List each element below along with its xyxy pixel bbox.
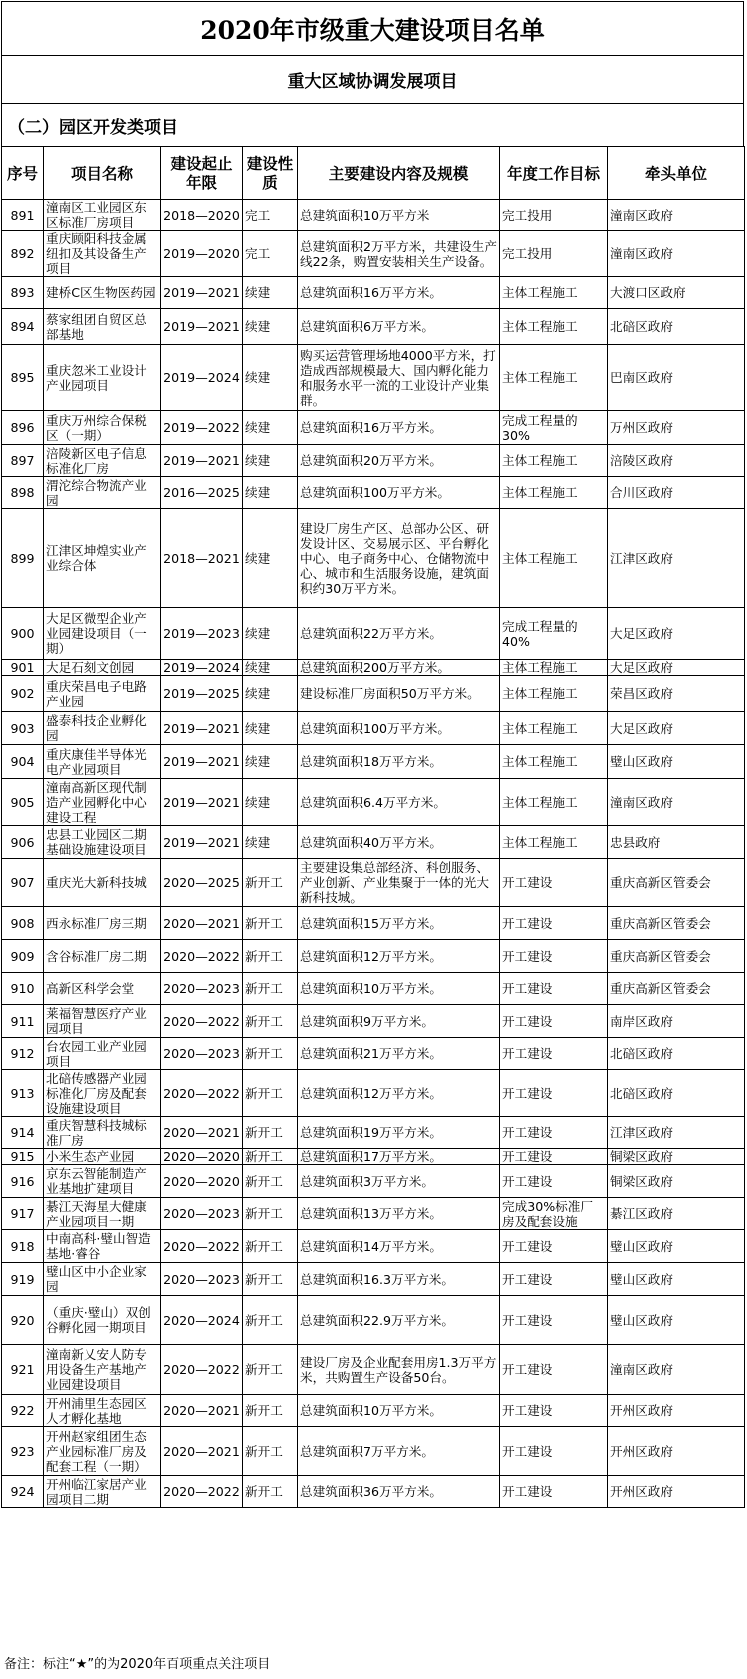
cell-project-name: 开州临江家居产业园项目二期 bbox=[44, 1476, 161, 1508]
cell-project-name: 重庆荣昌电子电路产业园 bbox=[44, 676, 161, 712]
cell-unit: 大足区政府 bbox=[608, 660, 745, 676]
cell-no: 918 bbox=[2, 1230, 44, 1263]
table-row bbox=[2, 1005, 745, 1038]
cell-content: 总建筑面积13万平方米。 bbox=[298, 1198, 500, 1230]
cell-content: 总建筑面积19万平方米。 bbox=[298, 1117, 500, 1149]
cell-type: 续建 bbox=[243, 309, 298, 345]
cell-project-name: 重庆康佳半导体光电产业园项目 bbox=[44, 745, 161, 779]
table-row bbox=[2, 445, 745, 477]
cell-content: 总建筑面积21万平方米。 bbox=[298, 1038, 500, 1070]
cell-goal: 开工建设 bbox=[500, 1230, 608, 1263]
cell-project-name: 台农园工业产业园项目 bbox=[44, 1038, 161, 1070]
table-row bbox=[2, 1117, 745, 1149]
cell-project-name: 建桥C区生物医药园 bbox=[44, 277, 161, 309]
cell-project-name: 中南高科·璧山智造基地·睿谷 bbox=[44, 1230, 161, 1263]
cell-type: 新开工 bbox=[243, 1165, 298, 1198]
cell-goal: 开工建设 bbox=[500, 907, 608, 940]
cell-project-name: 大足石刻文创园 bbox=[44, 660, 161, 676]
cell-no: 911 bbox=[2, 1005, 44, 1038]
cell-content: 总建筑面积36万平方米。 bbox=[298, 1476, 500, 1508]
cell-goal: 主体工程施工 bbox=[500, 676, 608, 712]
cell-unit: 重庆高新区管委会 bbox=[608, 859, 745, 907]
cell-project-name: 忠县工业园区二期基础设施建设项目 bbox=[44, 826, 161, 859]
cell-project-name: 北碚传感器产业园标准化厂房及配套设施建设项目 bbox=[44, 1070, 161, 1117]
table-row bbox=[2, 411, 745, 445]
cell-type: 新开工 bbox=[243, 1038, 298, 1070]
cell-project-name: 盛泰科技企业孵化园 bbox=[44, 712, 161, 745]
cell-goal: 主体工程施工 bbox=[500, 826, 608, 859]
cell-goal: 开工建设 bbox=[500, 859, 608, 907]
cell-goal: 主体工程施工 bbox=[500, 660, 608, 676]
cell-project-name: 蔡家组团自贸区总部基地 bbox=[44, 309, 161, 345]
cell-years: 2016—2025 bbox=[161, 477, 243, 509]
cell-no: 907 bbox=[2, 859, 44, 907]
table-row bbox=[2, 231, 745, 277]
cell-no: 922 bbox=[2, 1395, 44, 1427]
cell-project-name: 江津区坤煌实业产业综合体 bbox=[44, 509, 161, 608]
cell-project-name: 重庆万州综合保税区（一期） bbox=[44, 411, 161, 445]
cell-unit: 潼南区政府 bbox=[608, 779, 745, 826]
cell-type: 续建 bbox=[243, 676, 298, 712]
footnote: 备注：标注“★”的为2020年百项重点关注项目 bbox=[4, 1657, 271, 1672]
table-row bbox=[2, 907, 745, 940]
cell-unit: 北碚区政府 bbox=[608, 1070, 745, 1117]
cell-project-name: 小米生态产业园 bbox=[44, 1149, 161, 1165]
cell-goal: 完成工程量的30% bbox=[500, 411, 608, 445]
cell-no: 910 bbox=[2, 973, 44, 1005]
cell-type: 新开工 bbox=[243, 907, 298, 940]
cell-project-name: 大足区微型企业产业园建设项目（一期） bbox=[44, 608, 161, 660]
cell-content: 主要建设集总部经济、科创服务、产业创新、产业集聚于一体的光大新科技城。 bbox=[298, 859, 500, 907]
cell-no: 916 bbox=[2, 1165, 44, 1198]
cell-content: 建设标准厂房面积50万平方米。 bbox=[298, 676, 500, 712]
cell-no: 924 bbox=[2, 1476, 44, 1508]
cell-years: 2020—2022 bbox=[161, 1070, 243, 1117]
cell-no: 898 bbox=[2, 477, 44, 509]
cell-goal: 开工建设 bbox=[500, 1038, 608, 1070]
cell-years: 2019—2021 bbox=[161, 445, 243, 477]
cell-unit: 綦江区政府 bbox=[608, 1198, 745, 1230]
table-row bbox=[2, 200, 745, 231]
cell-years: 2020—2023 bbox=[161, 1198, 243, 1230]
cell-unit: 潼南区政府 bbox=[608, 1345, 745, 1395]
column-header-no: 序号 bbox=[2, 147, 44, 200]
cell-no: 912 bbox=[2, 1038, 44, 1070]
cell-unit: 开州区政府 bbox=[608, 1427, 745, 1476]
cell-content: 总建筑面积16万平方米。 bbox=[298, 411, 500, 445]
cell-years: 2019—2021 bbox=[161, 745, 243, 779]
cell-unit: 万州区政府 bbox=[608, 411, 745, 445]
table-row bbox=[2, 660, 745, 676]
cell-goal: 开工建设 bbox=[500, 1165, 608, 1198]
cell-goal: 主体工程施工 bbox=[500, 445, 608, 477]
cell-goal: 开工建设 bbox=[500, 1070, 608, 1117]
cell-project-name: 重庆光大新科技城 bbox=[44, 859, 161, 907]
cell-goal: 开工建设 bbox=[500, 940, 608, 973]
column-header-unit: 牵头单位 bbox=[608, 147, 745, 200]
cell-unit: 重庆高新区管委会 bbox=[608, 940, 745, 973]
cell-content: 总建筑面积2万平方米，共建设生产线22条，购置安装相关生产设备。 bbox=[298, 231, 500, 277]
cell-years: 2020—2021 bbox=[161, 1395, 243, 1427]
cell-goal: 完工投用 bbox=[500, 231, 608, 277]
cell-project-name: 高新区科学会堂 bbox=[44, 973, 161, 1005]
cell-unit: 重庆高新区管委会 bbox=[608, 973, 745, 1005]
cell-unit: 铜梁区政府 bbox=[608, 1149, 745, 1165]
cell-goal: 主体工程施工 bbox=[500, 509, 608, 608]
table-header-row bbox=[2, 147, 745, 200]
cell-goal: 开工建设 bbox=[500, 1117, 608, 1149]
column-header-years: 建设起止年限 bbox=[161, 147, 243, 200]
cell-content: 总建筑面积100万平方米。 bbox=[298, 712, 500, 745]
cell-no: 904 bbox=[2, 745, 44, 779]
cell-type: 新开工 bbox=[243, 1070, 298, 1117]
table-row bbox=[2, 1038, 745, 1070]
cell-type: 续建 bbox=[243, 411, 298, 445]
cell-project-name: 重庆智慧科技城标准厂房 bbox=[44, 1117, 161, 1149]
cell-type: 新开工 bbox=[243, 1263, 298, 1296]
cell-project-name: 涪陵新区电子信息标准化厂房 bbox=[44, 445, 161, 477]
cell-years: 2019—2022 bbox=[161, 411, 243, 445]
cell-unit: 北碚区政府 bbox=[608, 309, 745, 345]
cell-years: 2020—2021 bbox=[161, 1117, 243, 1149]
cell-content: 购买运营管理场地4000平方米，打造成西部规模最大、国内孵化能力和服务水平一流的工业设计产业集群。 bbox=[298, 345, 500, 411]
cell-years: 2020—2021 bbox=[161, 907, 243, 940]
cell-no: 920 bbox=[2, 1296, 44, 1345]
cell-years: 2020—2020 bbox=[161, 1149, 243, 1165]
cell-no: 896 bbox=[2, 411, 44, 445]
table-row bbox=[2, 859, 745, 907]
cell-unit: 巴南区政府 bbox=[608, 345, 745, 411]
cell-years: 2019—2023 bbox=[161, 608, 243, 660]
table-row bbox=[2, 940, 745, 973]
cell-content: 总建筑面积14万平方米。 bbox=[298, 1230, 500, 1263]
cell-type: 新开工 bbox=[243, 1395, 298, 1427]
cell-goal: 开工建设 bbox=[500, 973, 608, 1005]
table-row bbox=[2, 1345, 745, 1395]
cell-project-name: 重庆忽米工业设计产业园项目 bbox=[44, 345, 161, 411]
cell-no: 895 bbox=[2, 345, 44, 411]
cell-project-name: 西永标准厂房三期 bbox=[44, 907, 161, 940]
cell-no: 897 bbox=[2, 445, 44, 477]
table-row bbox=[2, 1198, 745, 1230]
table-row bbox=[2, 608, 745, 660]
cell-years: 2020—2025 bbox=[161, 859, 243, 907]
cell-goal: 主体工程施工 bbox=[500, 712, 608, 745]
cell-years: 2020—2022 bbox=[161, 1345, 243, 1395]
column-header-type: 建设性质 bbox=[243, 147, 298, 200]
cell-goal: 主体工程施工 bbox=[500, 309, 608, 345]
cell-years: 2019—2024 bbox=[161, 660, 243, 676]
cell-type: 新开工 bbox=[243, 859, 298, 907]
column-header-goal: 年度工作目标 bbox=[500, 147, 608, 200]
column-header-content: 主要建设内容及规模 bbox=[298, 147, 500, 200]
cell-years: 2020—2022 bbox=[161, 1230, 243, 1263]
cell-type: 续建 bbox=[243, 608, 298, 660]
cell-years: 2019—2020 bbox=[161, 231, 243, 277]
cell-content: 总建筑面积22.9万平方米。 bbox=[298, 1296, 500, 1345]
column-header-name: 项目名称 bbox=[44, 147, 161, 200]
cell-content: 总建筑面积7万平方米。 bbox=[298, 1427, 500, 1476]
cell-no: 905 bbox=[2, 779, 44, 826]
cell-project-name: 璧山区中小企业家园 bbox=[44, 1263, 161, 1296]
cell-years: 2019—2025 bbox=[161, 676, 243, 712]
table-row bbox=[2, 277, 745, 309]
cell-content: 总建筑面积17万平方米。 bbox=[298, 1149, 500, 1165]
cell-type: 完工 bbox=[243, 200, 298, 231]
cell-content: 总建筑面积100万平方米。 bbox=[298, 477, 500, 509]
cell-project-name: 开州浦里生态园区人才孵化基地 bbox=[44, 1395, 161, 1427]
cell-project-name: 綦江天海星大健康产业园项目一期 bbox=[44, 1198, 161, 1230]
cell-project-name: 开州赵家组团生态产业园标准厂房及配套工程（一期） bbox=[44, 1427, 161, 1476]
cell-unit: 江津区政府 bbox=[608, 1117, 745, 1149]
cell-type: 新开工 bbox=[243, 1149, 298, 1165]
cell-years: 2019—2021 bbox=[161, 826, 243, 859]
cell-content: 总建筑面积12万平方米。 bbox=[298, 940, 500, 973]
table-row bbox=[2, 477, 745, 509]
cell-unit: 铜梁区政府 bbox=[608, 1165, 745, 1198]
table-row bbox=[2, 1070, 745, 1117]
cell-content: 总建筑面积3万平方米。 bbox=[298, 1165, 500, 1198]
cell-type: 续建 bbox=[243, 712, 298, 745]
cell-type: 新开工 bbox=[243, 1230, 298, 1263]
cell-years: 2020—2022 bbox=[161, 1005, 243, 1038]
cell-type: 完工 bbox=[243, 231, 298, 277]
cell-goal: 完成30%标准厂房及配套设施 bbox=[500, 1198, 608, 1230]
cell-project-name: 莱福智慧医疗产业园项目 bbox=[44, 1005, 161, 1038]
project-table bbox=[1, 146, 745, 1508]
cell-unit: 江津区政府 bbox=[608, 509, 745, 608]
cell-goal: 开工建设 bbox=[500, 1427, 608, 1476]
cell-years: 2020—2021 bbox=[161, 1427, 243, 1476]
cell-no: 900 bbox=[2, 608, 44, 660]
cell-content: 总建筑面积40万平方米。 bbox=[298, 826, 500, 859]
cell-years: 2020—2023 bbox=[161, 973, 243, 1005]
cell-content: 总建筑面积16万平方米。 bbox=[298, 277, 500, 309]
category-title bbox=[1, 55, 744, 103]
cell-years: 2019—2021 bbox=[161, 712, 243, 745]
section-title bbox=[1, 103, 744, 146]
cell-years: 2019—2024 bbox=[161, 345, 243, 411]
cell-project-name: 潼南区工业园区东区标准厂房项目 bbox=[44, 200, 161, 231]
cell-project-name: 渭沱综合物流产业园 bbox=[44, 477, 161, 509]
cell-no: 913 bbox=[2, 1070, 44, 1117]
cell-no: 892 bbox=[2, 231, 44, 277]
cell-content: 总建筑面积22万平方米。 bbox=[298, 608, 500, 660]
cell-unit: 重庆高新区管委会 bbox=[608, 907, 745, 940]
table-row bbox=[2, 712, 745, 745]
cell-years: 2020—2022 bbox=[161, 940, 243, 973]
cell-content: 总建筑面积18万平方米。 bbox=[298, 745, 500, 779]
cell-no: 906 bbox=[2, 826, 44, 859]
cell-no: 903 bbox=[2, 712, 44, 745]
cell-no: 908 bbox=[2, 907, 44, 940]
page-title bbox=[1, 1, 744, 55]
cell-unit: 开州区政府 bbox=[608, 1395, 745, 1427]
cell-unit: 璧山区政府 bbox=[608, 745, 745, 779]
cell-unit: 璧山区政府 bbox=[608, 1263, 745, 1296]
table-row bbox=[2, 1230, 745, 1263]
cell-unit: 荣昌区政府 bbox=[608, 676, 745, 712]
cell-no: 891 bbox=[2, 200, 44, 231]
table-row bbox=[2, 309, 745, 345]
cell-unit: 忠县政府 bbox=[608, 826, 745, 859]
cell-goal: 主体工程施工 bbox=[500, 277, 608, 309]
cell-goal: 开工建设 bbox=[500, 1296, 608, 1345]
cell-goal: 主体工程施工 bbox=[500, 745, 608, 779]
table-row bbox=[2, 779, 745, 826]
section-title-text: （二）园区开发类项目 bbox=[8, 117, 178, 138]
cell-goal: 主体工程施工 bbox=[500, 477, 608, 509]
cell-type: 续建 bbox=[243, 345, 298, 411]
cell-years: 2018—2020 bbox=[161, 200, 243, 231]
cell-no: 899 bbox=[2, 509, 44, 608]
cell-no: 909 bbox=[2, 940, 44, 973]
table-row bbox=[2, 1395, 745, 1427]
cell-goal: 开工建设 bbox=[500, 1476, 608, 1508]
cell-unit: 大足区政府 bbox=[608, 608, 745, 660]
table-row bbox=[2, 345, 745, 411]
cell-content: 总建筑面积10万平方米。 bbox=[298, 973, 500, 1005]
table-row bbox=[2, 1427, 745, 1476]
cell-content: 总建筑面积20万平方米。 bbox=[298, 445, 500, 477]
cell-years: 2019—2021 bbox=[161, 309, 243, 345]
cell-content: 总建筑面积6万平方米。 bbox=[298, 309, 500, 345]
cell-type: 续建 bbox=[243, 660, 298, 676]
cell-type: 新开工 bbox=[243, 1427, 298, 1476]
cell-years: 2020—2020 bbox=[161, 1165, 243, 1198]
cell-unit: 璧山区政府 bbox=[608, 1296, 745, 1345]
cell-type: 新开工 bbox=[243, 1117, 298, 1149]
table-row bbox=[2, 509, 745, 608]
cell-years: 2019—2021 bbox=[161, 779, 243, 826]
table-row bbox=[2, 973, 745, 1005]
cell-goal: 开工建设 bbox=[500, 1149, 608, 1165]
cell-type: 续建 bbox=[243, 509, 298, 608]
cell-type: 续建 bbox=[243, 826, 298, 859]
cell-content: 总建筑面积16.3万平方米。 bbox=[298, 1263, 500, 1296]
cell-unit: 大渡口区政府 bbox=[608, 277, 745, 309]
cell-type: 续建 bbox=[243, 277, 298, 309]
cell-goal: 开工建设 bbox=[500, 1345, 608, 1395]
cell-goal: 完成工程量的40% bbox=[500, 608, 608, 660]
cell-type: 续建 bbox=[243, 477, 298, 509]
cell-no: 901 bbox=[2, 660, 44, 676]
table-row bbox=[2, 826, 745, 859]
cell-years: 2019—2021 bbox=[161, 277, 243, 309]
cell-type: 新开工 bbox=[243, 940, 298, 973]
cell-unit: 涪陵区政府 bbox=[608, 445, 745, 477]
cell-no: 917 bbox=[2, 1198, 44, 1230]
table-row bbox=[2, 1263, 745, 1296]
cell-content: 总建筑面积10万平方米 bbox=[298, 200, 500, 231]
cell-no: 914 bbox=[2, 1117, 44, 1149]
cell-type: 新开工 bbox=[243, 1476, 298, 1508]
cell-unit: 潼南区政府 bbox=[608, 200, 745, 231]
cell-no: 902 bbox=[2, 676, 44, 712]
cell-project-name: （重庆·璧山）双创谷孵化园一期项目 bbox=[44, 1296, 161, 1345]
cell-unit: 璧山区政府 bbox=[608, 1230, 745, 1263]
cell-content: 总建筑面积15万平方米。 bbox=[298, 907, 500, 940]
cell-content: 建设厂房生产区、总部办公区、研发设计区、交易展示区、平台孵化中心、电子商务中心、仓储物流中心、城市和生活服务设施，建筑面积约30万平方米。 bbox=[298, 509, 500, 608]
cell-project-name: 重庆顾阳科技金属纽扣及其设备生产项目 bbox=[44, 231, 161, 277]
cell-years: 2020—2023 bbox=[161, 1263, 243, 1296]
cell-goal: 开工建设 bbox=[500, 1395, 608, 1427]
cell-type: 续建 bbox=[243, 445, 298, 477]
cell-no: 923 bbox=[2, 1427, 44, 1476]
cell-no: 919 bbox=[2, 1263, 44, 1296]
cell-type: 新开工 bbox=[243, 1296, 298, 1345]
cell-content: 总建筑面积6.4万平方米。 bbox=[298, 779, 500, 826]
table-row bbox=[2, 1149, 745, 1165]
cell-unit: 合川区政府 bbox=[608, 477, 745, 509]
cell-years: 2020—2024 bbox=[161, 1296, 243, 1345]
cell-type: 新开工 bbox=[243, 973, 298, 1005]
cell-years: 2020—2022 bbox=[161, 1476, 243, 1508]
cell-goal: 主体工程施工 bbox=[500, 779, 608, 826]
cell-unit: 大足区政府 bbox=[608, 712, 745, 745]
table-row bbox=[2, 745, 745, 779]
cell-type: 新开工 bbox=[243, 1005, 298, 1038]
category-title-text: 重大区域协调发展项目 bbox=[287, 72, 458, 92]
cell-content: 总建筑面积9万平方米。 bbox=[298, 1005, 500, 1038]
cell-goal: 开工建设 bbox=[500, 1263, 608, 1296]
cell-years: 2018—2021 bbox=[161, 509, 243, 608]
page-title-text: 2020年市级重大建设项目名单 bbox=[200, 15, 545, 45]
cell-project-name: 潼南新乂安人防专用设备生产基地产业园建设项目 bbox=[44, 1345, 161, 1395]
cell-unit: 北碚区政府 bbox=[608, 1038, 745, 1070]
cell-unit: 开州区政府 bbox=[608, 1476, 745, 1508]
cell-project-name: 潼南高新区现代制造产业园孵化中心建设工程 bbox=[44, 779, 161, 826]
cell-unit: 南岸区政府 bbox=[608, 1005, 745, 1038]
cell-project-name: 含谷标准厂房二期 bbox=[44, 940, 161, 973]
table-row bbox=[2, 1296, 745, 1345]
cell-type: 新开工 bbox=[243, 1345, 298, 1395]
cell-goal: 主体工程施工 bbox=[500, 345, 608, 411]
cell-content: 总建筑面积12万平方米。 bbox=[298, 1070, 500, 1117]
cell-type: 新开工 bbox=[243, 1198, 298, 1230]
cell-unit: 潼南区政府 bbox=[608, 231, 745, 277]
cell-type: 续建 bbox=[243, 745, 298, 779]
cell-content: 建设厂房及企业配套用房1.3万平方米，共购置生产设备50台。 bbox=[298, 1345, 500, 1395]
table-row bbox=[2, 1165, 745, 1198]
table-row bbox=[2, 676, 745, 712]
cell-no: 894 bbox=[2, 309, 44, 345]
cell-years: 2020—2023 bbox=[161, 1038, 243, 1070]
cell-no: 893 bbox=[2, 277, 44, 309]
cell-content: 总建筑面积200万平方米。 bbox=[298, 660, 500, 676]
cell-content: 总建筑面积10万平方米。 bbox=[298, 1395, 500, 1427]
cell-no: 921 bbox=[2, 1345, 44, 1395]
cell-no: 915 bbox=[2, 1149, 44, 1165]
cell-project-name: 京东云智能制造产业基地扩建项目 bbox=[44, 1165, 161, 1198]
cell-goal: 开工建设 bbox=[500, 1005, 608, 1038]
cell-goal: 完工投用 bbox=[500, 200, 608, 231]
table-row bbox=[2, 1476, 745, 1508]
cell-type: 续建 bbox=[243, 779, 298, 826]
